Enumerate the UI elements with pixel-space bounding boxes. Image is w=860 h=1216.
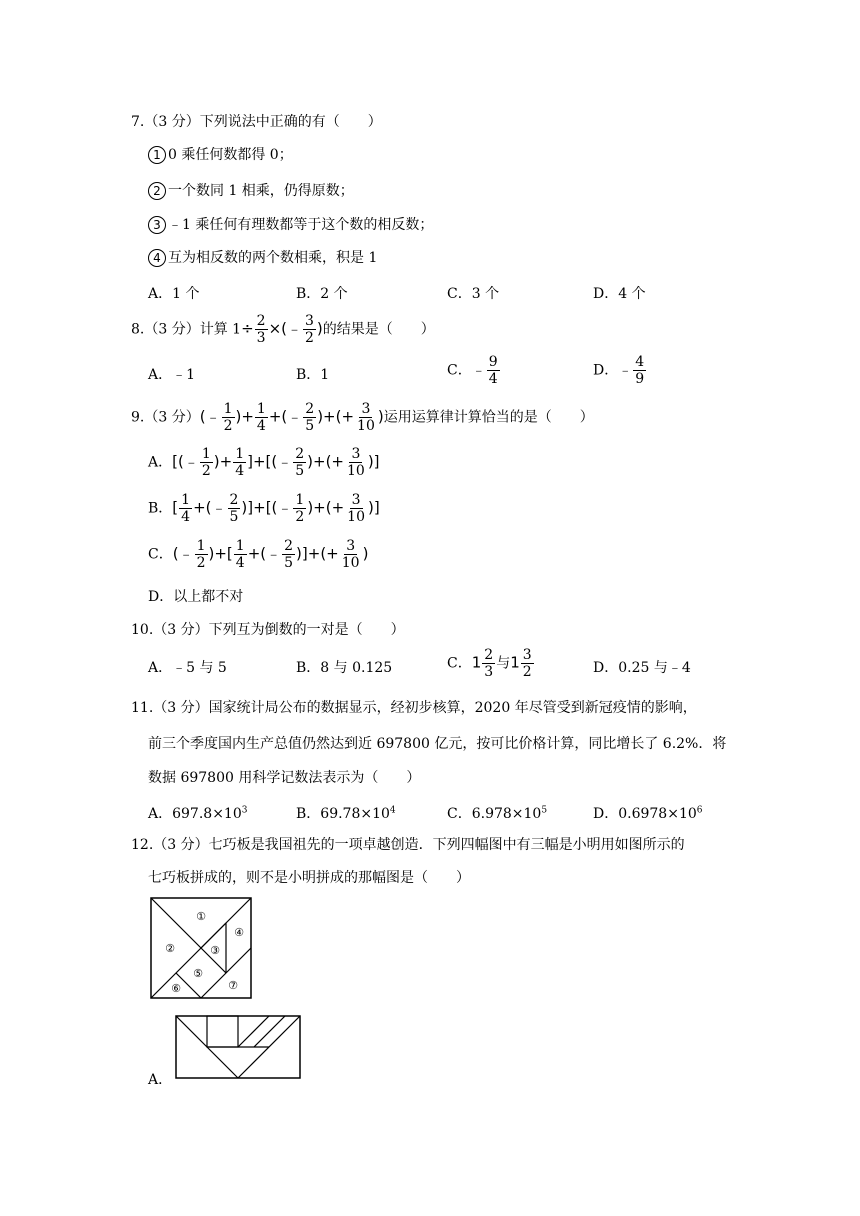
q8-option-b[interactable]: B．1: [296, 367, 330, 383]
q7-statement-4: 4 互为相反数的两个数相乘，积是 1: [148, 247, 377, 267]
circled-number-4: 4: [148, 249, 166, 267]
q12-stem-line2: 七巧板拼成的，则不是小明拼成的那幅图是（ ）: [148, 870, 470, 886]
tangram-label-1: ①: [196, 910, 206, 923]
tangram-label-3: ③: [210, 944, 220, 957]
q9-option-d[interactable]: D．以上都不对: [148, 589, 244, 605]
q10-option-c[interactable]: C．1 $\frac{2}{3}$ 与1 $\frac{3}{2}$: [447, 647, 532, 680]
q10-option-d[interactable]: D．0.25 与﹣4: [593, 660, 691, 676]
q8-option-c[interactable]: C．﹣ $\frac{9}{4}$: [447, 354, 498, 387]
q12-option-a-label[interactable]: A．: [148, 1072, 173, 1088]
q8-option-a[interactable]: A．﹣1: [148, 367, 196, 383]
q9-option-b[interactable]: B．[ $\frac{1}{4}$ +(﹣ $\frac{2}{5}$ )]+[(﹣ $\frac{1}{2}$ )+(+ $\frac{3}{10}$ )]: [148, 492, 380, 525]
tangram-label-5: ⑤: [193, 967, 203, 980]
q12-option-a-figure[interactable]: [173, 1013, 303, 1081]
q7-option-d[interactable]: D．4 个: [593, 286, 646, 302]
figure-a-line: [254, 1016, 285, 1047]
q11-stem-line3: 数据 697800 用科学记数法表示为（ ）: [148, 770, 421, 786]
q11-option-c[interactable]: C．$6.978\times 10^5$: [447, 805, 548, 822]
q12-stem-line1: 12.（3 分）七巧板是我国祖先的一项卓越创造．下列四幅图中有三幅是小明用如图所示的: [131, 837, 685, 853]
q8-stem: 8.（3 分）计算 1÷ $\frac{2}{3}$ ×(﹣ $\frac{3}{2}$ )的结果是（ ）: [131, 313, 435, 346]
circled-number-2: 2: [148, 182, 166, 200]
q10-option-a[interactable]: A．﹣5 与 5: [148, 660, 227, 676]
q7-statement-1: 1 0 乘任何数都得 0；: [148, 144, 293, 164]
q10-option-b[interactable]: B．8 与 0.125: [296, 660, 393, 676]
tangram-line: [151, 898, 201, 948]
circled-number-3: 3: [148, 216, 166, 234]
q8-option-d[interactable]: D．﹣ $\frac{4}{9}$: [593, 354, 645, 387]
q11-option-b[interactable]: B．$69.78\times 10^4$: [296, 805, 396, 822]
q7-stem: 7.（3 分）下列说法中正确的有（ ）: [131, 114, 382, 130]
q7-option-c[interactable]: C．3 个: [447, 286, 500, 302]
figure-a-square: [207, 1016, 238, 1047]
tangram-label-7: ⑦: [228, 979, 238, 992]
q7-option-a[interactable]: A．1 个: [148, 286, 200, 302]
tangram-label-4: ④: [234, 926, 244, 939]
q11-option-a[interactable]: A．$697.8\times 10^3$: [148, 805, 248, 822]
q10-stem: 10.（3 分）下列互为倒数的一对是（ ）: [131, 622, 405, 638]
tangram-line: [151, 923, 226, 998]
q9-stem: 9.（3 分）(﹣ $\frac{1}{2}$ )+ $\frac{1}{4}$ +(﹣ $\frac{2}{5}$ )+(+ $\frac{3}{10}$ )运用运算律计算恰当的是（ ）: [131, 401, 594, 434]
q11-option-d[interactable]: D．$0.6978\times 10^6$: [593, 805, 703, 822]
q9-option-a[interactable]: A．[(﹣ $\frac{1}{2}$ )+ $\frac{1}{4}$ ]+[(﹣ $\frac{2}{5}$ )+(+ $\frac{3}{10}$ )]: [148, 446, 380, 479]
tangram-label-6: ⑥: [171, 982, 181, 995]
q9-option-c[interactable]: C．(﹣ $\frac{1}{2}$ )+[ $\frac{1}{4}$ +(﹣ $\frac{2}{5}$ )]+(+ $\frac{3}{10}$ ): [148, 538, 369, 571]
figure-a-line: [238, 1016, 269, 1047]
q7-statement-2: 2 一个数同 1 相乘，仍得原数；: [148, 180, 354, 200]
q11-stem-line1: 11.（3 分）国家统计局公布的数据显示，经初步核算，2020 年尽管受到新冠疫情的影响，: [131, 700, 697, 716]
tangram-label-2: ②: [165, 942, 175, 955]
tangram-figure: [148, 896, 254, 1000]
q7-statement-3: 3 ﹣1 乘任何有理数都等于这个数的相反数；: [148, 214, 433, 234]
circled-number-1: 1: [148, 146, 166, 164]
q11-stem-line2: 前三个季度国内生产总值仍然达到近 697800 亿元，按可比价格计算，同比增长了 6.2%．将: [148, 736, 727, 752]
q7-option-b[interactable]: B．2 个: [296, 286, 348, 302]
